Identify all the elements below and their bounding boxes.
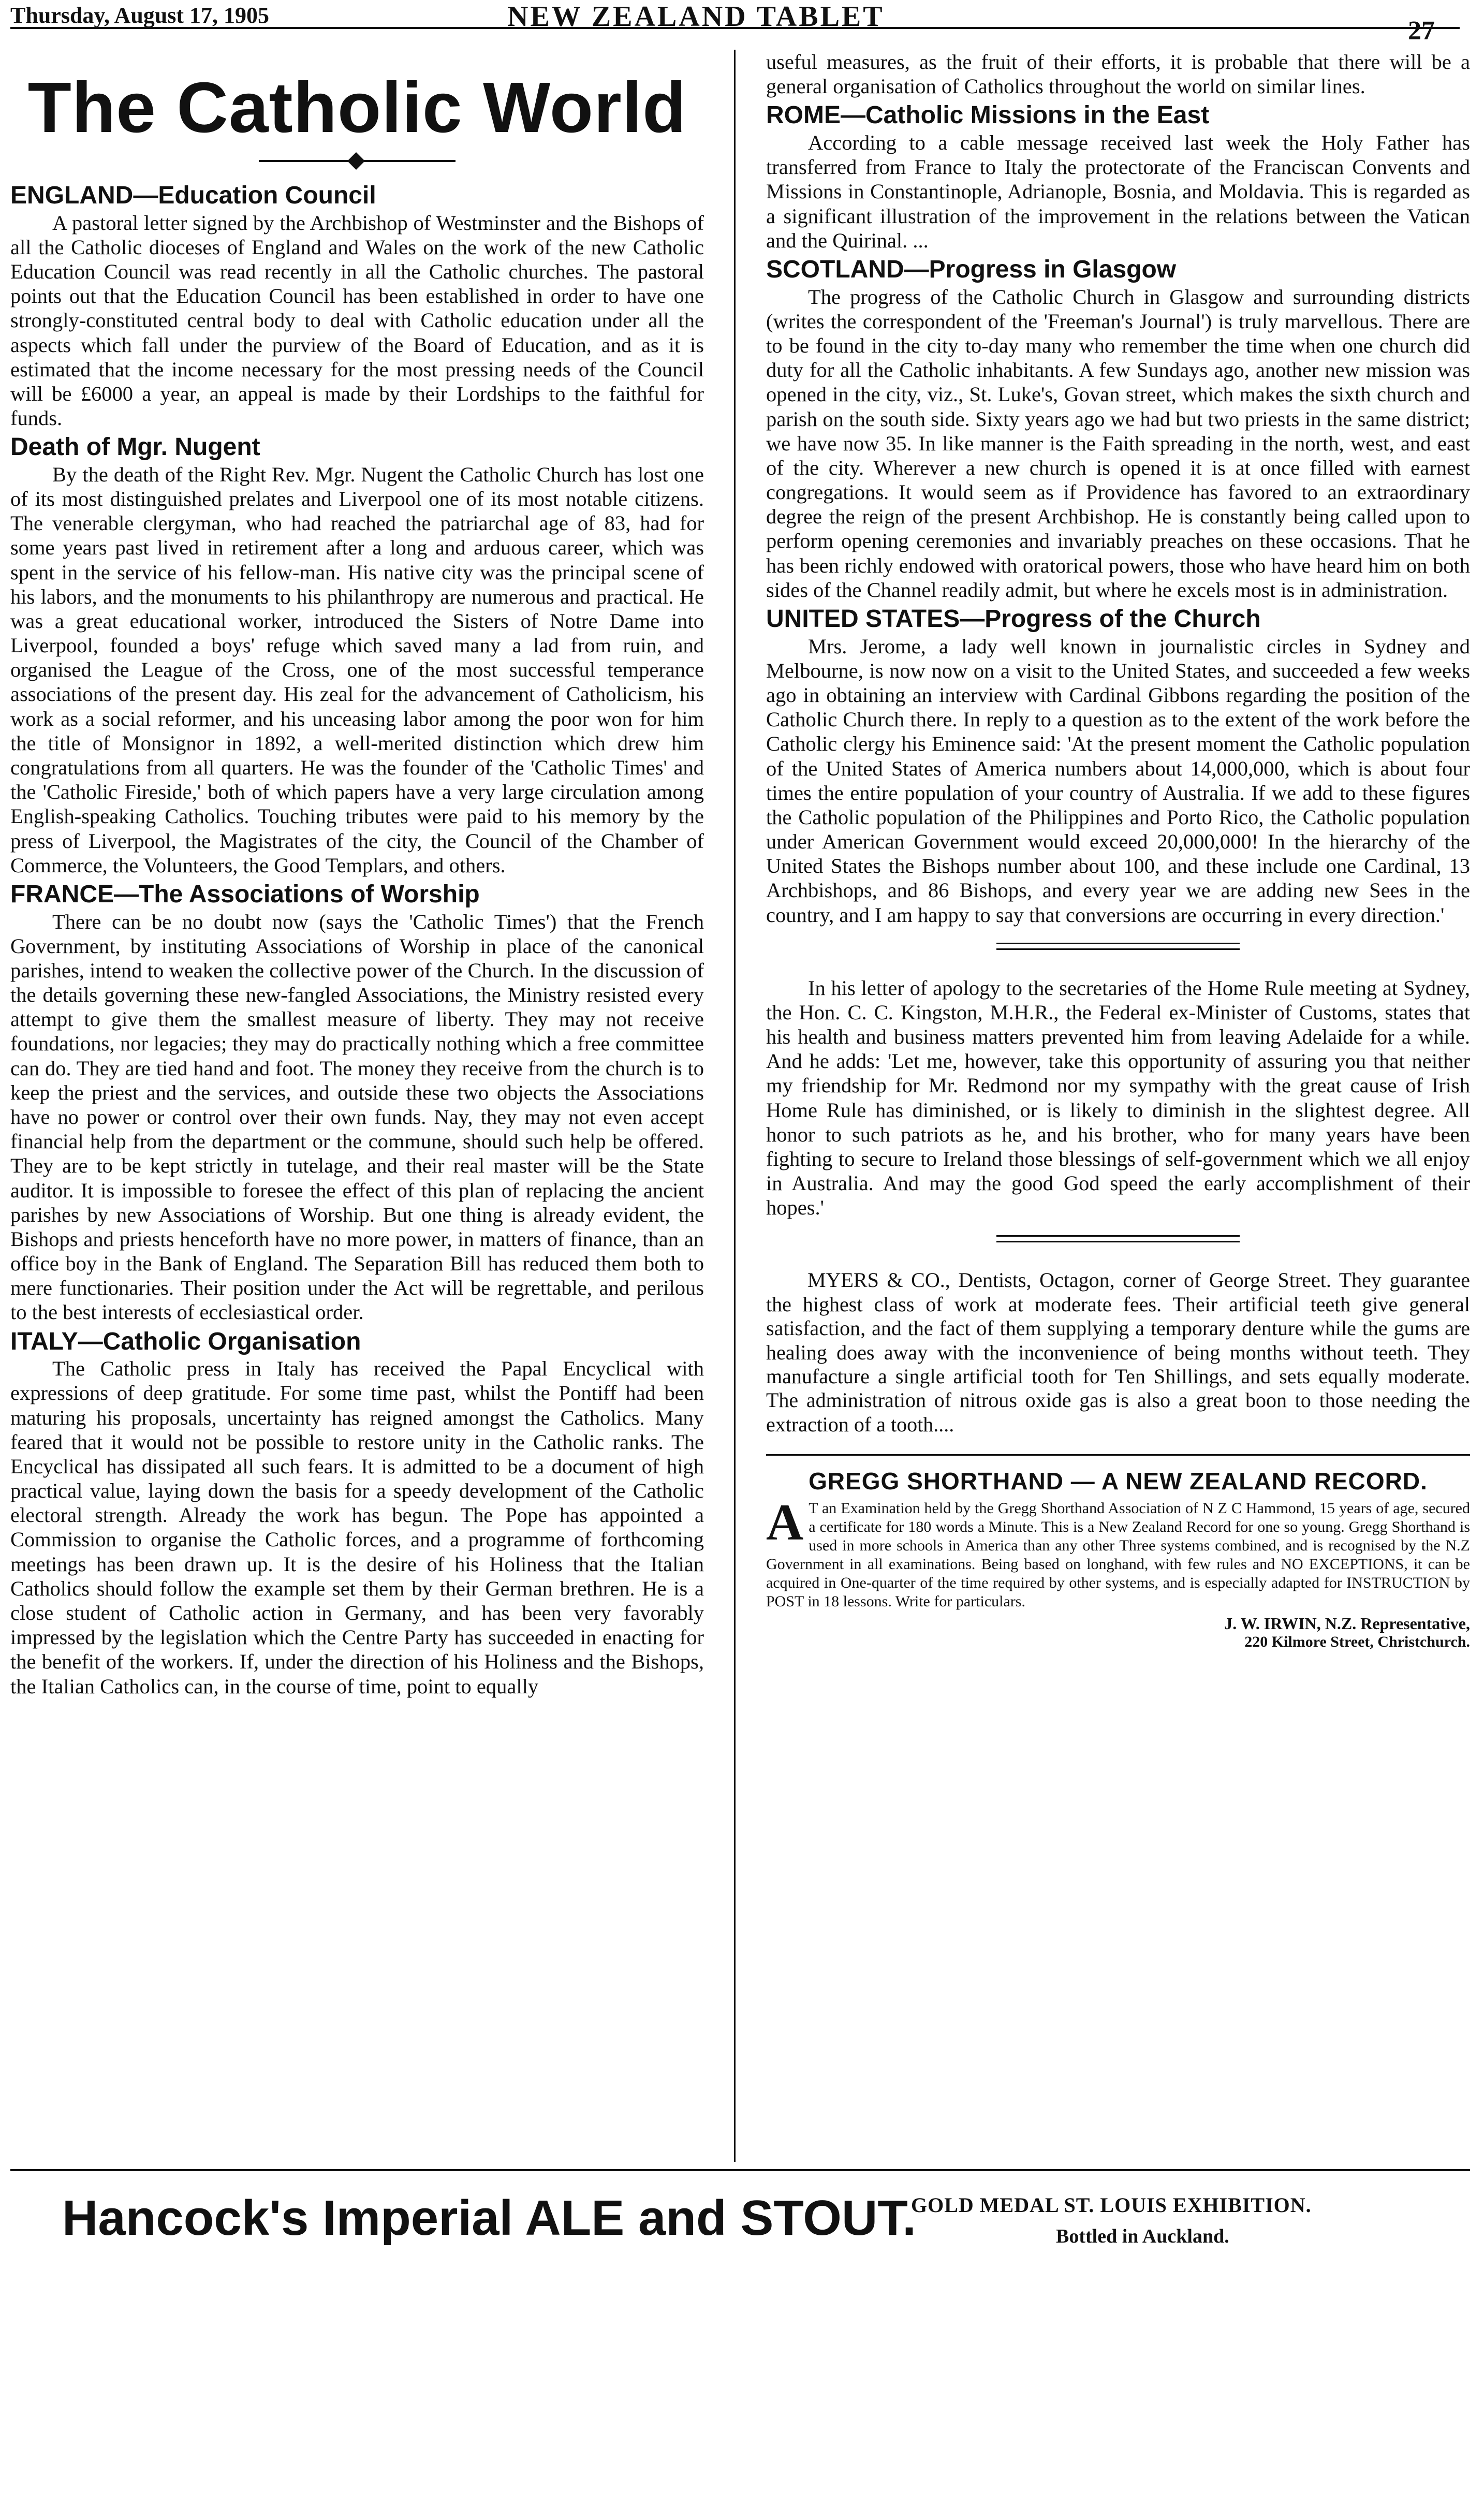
article-paragraph: useful measures, as the fruit of their efforts, it is probable that there will be a general organisation of Catholics throughout the world on similar lines. [766, 50, 1470, 98]
advert-body [766, 1493, 1470, 1611]
masthead [10, 0, 1460, 46]
article-paragraph: The progress of the Catholic Church in Glasgow and surrounding districts (writes the correspondent of the 'Freeman's Journal') is truly marvellous. There are to be found in the city to-day many who remember the time when one church did duty for all the Catholic inhabitants. A few Sundays ago, another new mission was opened in the city, viz., St. Luke's, Govan street, which makes the sixth church and parish on the south side. Sixty years ago we had but two priests in the same district; we have now 35. In like manner is the Faith spreading in the north, west, and east of the city. Wherever a new church is opened it is at once filled with earnest congregations. It would seem as if Providence has favored to an extraordinary degree the reign of the present Archbishop. He is constantly being called upon to perform opening ceremonies and invariably preaches on these occasions. That he has been richly endowed with oratorical powers, those who have heard him on both sides of the Channel readily admit, but where he excels most is in administration. [766, 285, 1470, 602]
article-heading: UNITED STATES—Progress of the Church [766, 605, 1261, 633]
footer-advert [10, 2169, 1470, 2254]
right-column [766, 50, 1470, 1651]
article-scotland [766, 256, 1470, 602]
advert-gregg [766, 1454, 1470, 1651]
divider-rule [996, 943, 1240, 950]
article-paragraph: By the death of the Right Rev. Mgr. Nugent the Catholic Church has lost one of its most distinguished prelates and Liverpool one of its most notable citizens. The venerable clergyman, who had reached the patriarchal age of 83, had for some years past lived in retirement after a long and arduous career, which was spent in the service of his fellow-man. His native city was the principal scene of his labors, and the monuments to his philanthropy are numerous and practical. He was a great educational worker, introduced the Sisters of Notre Dame into Liverpool, founded a boys' refuge which saved many a lad from ruin, and organised the League of the Cross, one of the most successful temperance associations of the present day. His zeal for the advancement of Catholicism, his work as a social reformer, and his unceasing labor among the poor won for him the title of Monsignor in 1892, a well-merited distinction which drew him congratulations from all quarters. He was the founder of the 'Catholic Times' and the 'Catholic Fireside,' both of which papers have a very large circulation among English-speaking Catholics. Touching tributes were paid to his memory by the press of Liverpool, the Magistrates of the city, the Council of the Chamber of Commerce, the Volunteers, the Good Templars, and others. [10, 462, 704, 877]
advert-body-text: T an Examination held by the Gregg Shorthand Association of N Z C Hammond, 15 years of age, secured a certificate for 180 words a Minute. This is a New Zealand Record for one so young. Gregg Shorthand is used in more schools in America than any other Three systems combined, and is recognised by the N.Z Government in all examinations. Being based on longhand, with few rules and NO EXCEPTIONS, it can be acquired in One-quarter of the time required by other systems, and is especially adapted for INSTRUCTION by POST in 18 lessons. Write for particulars. [766, 1500, 1470, 1610]
footer-medal-text: GOLD MEDAL ST. LOUIS EXHIBITION. [911, 2193, 1312, 2217]
article-paragraph: The Catholic press in Italy has received the Papal Encyclical with expressions of deep gratitude. For some time past, whilst the Pontiff had been maturing his proposals, uncertainty has reigned amongst the Catholics. Many feared that it would not be possible to restore unity in the Catholic ranks. The Encyclical has dissipated all such fears. It is admitted to be a document of high practical value, laying down the basis for a speedy development of the Catholic electoral strength. Already the work has begun. The Pope has appointed a Commission to organise the Catholic forces, and a programme of forthcoming meetings has been drawn up. It is the desire of his Holiness that the Italian Catholics should follow the example set them by their German brethren. He is a close student of Catholic action in Germany, and has been very favorably impressed by the legislation which the Centre Party has succeeded in enacting for the benefit of the workers. If, under the direction of his Holiness and the Bishops, the Italian Catholics can, in the course of time, point to equally [10, 1357, 704, 1698]
column-divider [734, 50, 736, 2162]
footer-ale-text: Hancock's Imperial ALE and STOUT. [62, 2190, 916, 2246]
article-rome [766, 101, 1470, 253]
drop-cap: A [766, 1493, 804, 1551]
article-heading: ENGLAND—Education Council [10, 181, 376, 209]
article-france [10, 881, 704, 1325]
article-united-states [766, 605, 1470, 927]
article-heading: ROME—Catholic Missions in the East [766, 101, 1210, 129]
footer-bottled-text: Bottled in Auckland. [1056, 2225, 1229, 2247]
article-italy-continued [766, 50, 1470, 98]
article-heading: SCOTLAND—Progress in Glasgow [766, 255, 1177, 283]
article-paragraph: There can be no doubt now (says the 'Catholic Times') that the French Government, by instituting Associations of Worship in place of the canonical parishes, intend to weaken the collective power of the Church. In the discussion of the details governing these new-fangled Associations, the Ministry resisted every attempt to give them the smallest measure of liberty. They may not receive foundations, nor legacies; they may do practically nothing which a free committee can do. They are tied hand and foot. The money they receive from the church is to keep the priest and the services, and outside these two objects the Associations have no power or control over their own funds. Nay, they may not even accept financial help from the department or the commune, should such help be offered. They are to be kept strictly in tutelage, and their real master will be the State auditor. It is impossible to foresee the effect of this plan of replacing the ancient parishes by new Associations of Worship. But one thing is already evident, the Bishops and priests henceforth have no more power, in matters of finance, than an office boy in the Bank of England. The Separation Bill has reduced them both to mere functionaries. Their position under the Act will be regrettable, and perilous to the best interests of ecclesiastical order. [10, 910, 704, 1324]
advert-myers [766, 1268, 1470, 1437]
article-heading: Death of Mgr. Nugent [10, 433, 260, 461]
left-column [10, 50, 704, 1700]
advert-text: MYERS & CO., Dentists, Octagon, corner of George Street. They guarantee the highest class of work at moderate fees. Their artificial teeth give general satisfaction, and the fact of them supplying a temporary denture while the gums are healing does away with the inconvenience of being months without teeth. They manufacture a single artificial tooth for Ten Shillings, and sets equally moderate. The administration of nitrous oxide gas is also a great boon to those needing the extraction of a tooth.... [766, 1268, 1470, 1436]
article-nugent [10, 433, 704, 877]
article-heading: FRANCE—The Associations of Worship [10, 880, 480, 908]
article-paragraph: In his letter of apology to the secretaries of the Home Rule meeting at Sydney, the Hon. C. C. Kingston, M.H.R., the Federal ex-Minister of Customs, states that his health and business matters prevented him from leaving Adelaide for a while. And he adds: 'Let me, however, take this opportunity of assuring you that neither my friendship for Mr. Redmond nor my sympathy with the great cause of Irish Home Rule has diminished, or is likely to diminish in the slightest degree. All honor to such patriots as he, and his brother, who for many years have been fighting to secure to Ireland those blessings of self-government which we all enjoy in Australia. And may the good God speed the early accomplishment of their hopes.' [766, 976, 1470, 1220]
article-paragraph: A pastoral letter signed by the Archbishop of Westminster and the Bishops of all the Catholic dioceses of England and Wales on the work of the new Catholic Education Council was read recently in all the Catholic churches. The pastoral points out that the Education Council has been established in order to have one strongly-constituted central body to deal with Catholic education under all the aspects which fall under the purview of the Board of Education, and as it is estimated that the income necessary for the most pressing needs of the Council will be £6000 a year, an appeal is made by their Lordships to the faithful for funds. [10, 211, 704, 430]
article-paragraph: According to a cable message received last week the Holy Father has transferred from France to Italy the protectorate of the Franciscan Convents and Missions in Constantinople, Adrianople, Bosnia, and Moldavia. This is regarded as a significant illustration of the improvement in the relations between the Vatican and the Quirinal. ... [766, 131, 1470, 252]
divider-rule [996, 1235, 1240, 1242]
article-heading: ITALY—Catholic Organisation [10, 1327, 361, 1355]
article-kingston [766, 976, 1470, 1220]
issue-date: Thursday, August 17, 1905 [10, 3, 270, 28]
article-england [10, 182, 704, 430]
article-paragraph: Mrs. Jerome, a lady well known in journalistic circles in Sydney and Melbourne, is now now on a visit to the United States, and succeeded a few weeks ago in obtaining an interview with Cardinal Gibbons regarding the position of the Catholic Church there. In reply to a question as to the extent of the work before the Catholic clergy his Eminence said: 'At the present moment the Catholic population of the United States of America numbers about 14,000,000, which is about four times the entire population of your country of Australia. If we add to these figures the Catholic population of the Philippines and Porto Rico, the Catholic population under American Government would exceed 20,000,000! In the hierarchy of the United States the Bishops number about 100, and these include one Cardinal, 13 Archbishops, and 86 Bishops, and every year we are adding new Sees in the country, and I am happy to say that conversions are occurring in every direction.' [766, 634, 1470, 927]
title-ornament [259, 160, 456, 162]
page-number: 27 [1408, 16, 1435, 46]
newspaper-title: NEW ZEALAND TABLET [507, 1, 885, 33]
advert-title: GREGG SHORTHAND — A NEW ZEALAND RECORD. [809, 1468, 1428, 1495]
section-title: The Catholic World [27, 68, 687, 148]
advert-address: 220 Kilmore Street, Christchurch. [1244, 1633, 1470, 1651]
article-italy [10, 1328, 704, 1698]
advert-signature: J. W. IRWIN, N.Z. Representative, [1224, 1614, 1470, 1633]
